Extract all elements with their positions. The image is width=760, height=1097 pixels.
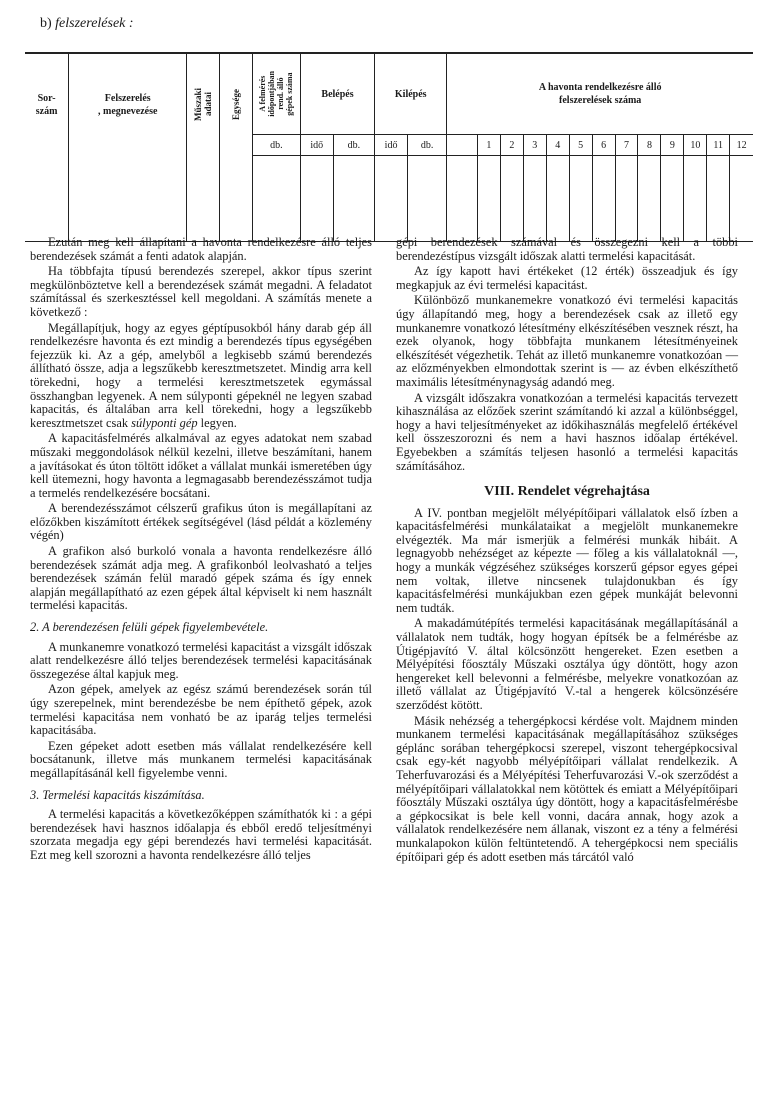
month-6: 6 bbox=[592, 135, 615, 156]
month-12: 12 bbox=[730, 135, 753, 156]
section-heading: 3. Termelési kapacitás kiszámítása. bbox=[30, 787, 205, 802]
paragraph: A makadámútépítés termelési kapacitásának megállapításánál a vállalatok nem tudták, hogy hogyan építsék be a felmérésbe az Útigépjavító V. által kölcsönzött hengereket. Ezen esetben a Mélyépítési főosztály Műszaki osztálya úgy döntött, hogy azon hengereket kell belevonni a felmérésbe, melyekre vonatkozóan az illető vállalat az Útigépjavító V.-tal a hengerek kölcsönzésére szerződést kötött. bbox=[396, 616, 738, 712]
month-8: 8 bbox=[638, 135, 661, 156]
sub-gap bbox=[447, 135, 478, 156]
chapter-heading: VIII. Rendelet végrehajtása bbox=[484, 484, 650, 500]
header-egysege: Egysége bbox=[220, 53, 253, 156]
month-10: 10 bbox=[684, 135, 707, 156]
paragraph: Különböző munkanemekre vonatkozó évi termelési kapacitás úgy állapítandó meg, hogy a berendezések csak az illető egy munkanemre vonatkozó létesítmény elkészítésében vesznek részt, ha ezek olyanok, hogy többfajta munkanem létesítményeinek elkészítését végezhetik. Tehát az illető munkanemre vonatkozóan — az előzményekben elmondottak szerint is — az évben elkészíthető maximális létesítménynagyság adandó meg. bbox=[396, 293, 738, 389]
equipment-table bbox=[25, 52, 753, 242]
paragraph: A berendezésszámot célszerű grafikus úton is megállapítani az előzőkben kiszámított értékek segítségével (lásd példát a közlemény végén) bbox=[30, 501, 372, 543]
header-sorszam: Sor- szám bbox=[25, 53, 69, 156]
table-body-row bbox=[25, 156, 753, 242]
paragraph: Megállapítjuk, hogy az egyes géptípusokból hány darab gép áll rendelkezésre havonta és ezt mindig a berendezés típus egységében fejezzük ki. Az a gép, amelyből a legkisebb számú berendezés állítható össze, adja a legszűkebb keresztmetszetet. Mindig arra kell törekedni, hogy a termelési keresztmetszetek egymással összhangban legyenek. A nem súlyponti gépeknél ne legyen szabad kapacitás, és általában arra kell törekedni, hogy a legszűkebb keresztmetszet csak súlyponti gép legyen. bbox=[30, 320, 372, 430]
paragraph: Az így kapott havi értékeket (12 érték) összeadjuk és így megkapjuk az évi termelési kapacitást. bbox=[396, 264, 738, 292]
month-1: 1 bbox=[477, 135, 500, 156]
month-11: 11 bbox=[707, 135, 730, 156]
sub-db: db. bbox=[252, 135, 300, 156]
paragraph: Ezután meg kell állapítani a havonta rendelkezésre álló teljes berendezések számát a fenti adatok alapján. bbox=[30, 235, 372, 263]
sub-belepes-db: db. bbox=[333, 135, 375, 156]
header-havonta: A havonta rendelkezésre álló felszerelések száma bbox=[447, 53, 753, 135]
month-9: 9 bbox=[661, 135, 684, 156]
paragraph: Azon gépek, amelyek az egész számú berendezések során túl úgy szerepelnek, mint berendezésbe be nem építhető gépek, azok termelési kapacitása nem vonható be az iparág teljes termelési kapacitásába. bbox=[30, 682, 372, 738]
paragraph: Ezen gépeket adott esetben más vállalat rendelkezésére kell bocsátanunk, illetve más munkanem termelési kapacitásának megállapításánál kell figyelembe venni. bbox=[30, 738, 372, 780]
paragraph: A vizsgált időszakra vonatkozóan a termelési kapacitás tervezett kihasználása az előzőek szerint számítandó ki azzal a különbséggel, hogy a havi teljesítményeket az időkihasználás megfelelő értékével kell összeszorozni és nem a havi hasznos időalap értékével. Egyebekben a számítás teljesen hasonló a termelési kapacitás számításához. bbox=[396, 390, 738, 473]
month-7: 7 bbox=[615, 135, 638, 156]
table-title: b) felszerelések : bbox=[40, 16, 134, 31]
header-kilepes: Kilépés bbox=[375, 53, 447, 135]
section-heading: 2. A berendezésen felüli gépek figyelembevétele. bbox=[30, 620, 269, 635]
sub-kilepes-db: db. bbox=[407, 135, 446, 156]
sub-kilepes-ido: idő bbox=[375, 135, 408, 156]
right-column bbox=[396, 236, 738, 866]
month-5: 5 bbox=[569, 135, 592, 156]
paragraph: A munkanemre vonatkozó termelési kapacitást a vizsgált időszak alatt rendelkezésre álló teljes berendezések termelési kapacitásának összegezése által kapjuk meg. bbox=[30, 639, 372, 681]
paragraph: A kapacitásfelmérés alkalmával az egyes adatokat nem szabad műszaki meggondolások nélkül kezelni, illetve beszámítani, hanem a javításokat és úton töltött időket a vállalat munkái ismeretében úgy kell ütemezni, hogy havonta a legmagasabb berendezésszámot tudja a termelés rendelkezésére bocsátani. bbox=[30, 431, 372, 500]
header-muszaki: Műszaki adatai bbox=[187, 53, 220, 156]
paragraph: A termelési kapacitás a következőképpen számíthatók ki : a gépi berendezések havi hasznos időalapja és ebből eredő teljesítményi szorzata megadja egy gépi berendezés havi termelési kapacitását. Ezt meg kell szorozni a havonta rendelkezésre álló teljes bbox=[30, 807, 372, 862]
header-belepes: Belépés bbox=[300, 53, 374, 135]
sub-belepes-ido: idő bbox=[300, 135, 333, 156]
month-2: 2 bbox=[500, 135, 523, 156]
month-4: 4 bbox=[546, 135, 569, 156]
paragraph: gépi berendezések számával és összegezni kell a többi berendezéstípus vizsgált időszak alatti termelési kapacitását. bbox=[396, 235, 738, 263]
paragraph: Másik nehézség a tehergépkocsi kérdése volt. Majdnem minden munkanem termelési kapacitásának megállapításához szükséges géplánc sorában tehergépkocsi szerepel, viszont tehergépkocsival csak egy-két nagyobb mélyépítőipari vállalat rendelkezik. A Teherfuvarozási és a Mélyépítési Teherfuvarozási V.-ok szerződést a mélyépítőipari vállalatokkal nem kötöttek és emiatt a Mélyépítőipari főosztály Műszaki osztálya úgy döntött, hogy a kapacitásfelmérésbe a gépkocsikat is bele kell vonni, dacára annak, hogy azok a vállalatok rendelkezésére nem állanak, viszont ez a tény a felmérési munkalapokon külön feltüntetendő. A tehergépkocsi nem speciális építőipari gép és adott esetben más tárcától való bbox=[396, 713, 738, 864]
paragraph: A IV. pontban megjelölt mélyépítőipari vállalatok első ízben a kapacitásfelmérési munkálataikat a megjelölt munkanemekre elvégezték. Ma már ismerjük a felmérési munkák hibáit. A legnagyobb nehézséget az képezte — főleg a kis vállalatoknál —, hogy a munkák végzéséhez szükséges korszerű gépsor egyes gépei nem voltak, illetve nincsenek tulajdonukban és így kapacitásfelmérési munkájukban ezen gépek munkáját belevonni nem tudták. bbox=[396, 505, 738, 615]
header-megnevezes: Felszerelés , megnevezése bbox=[69, 53, 187, 156]
paragraph: Ha többfajta típusú berendezés szerepel, akkor típus szerint megkülönböztetve kell a berendezések számát megadni. A feladatot számítással és szerkesztéssel kell megoldani. A számítás menete a következő : bbox=[30, 264, 372, 319]
paragraph: A grafikon alsó burkoló vonala a havonta rendelkezésre álló berendezések számát adja meg. A grafikonból leolvasható a teljes berendezések számán felül maradó gépek száma és így ennek alapján megállapítható az ezen gépek által képviselt ki nem használt termelési kapacitás. bbox=[30, 544, 372, 613]
header-felmeres: A felmérés időpontjában rend. álló gépek száma bbox=[252, 53, 300, 135]
left-column bbox=[30, 236, 372, 865]
month-3: 3 bbox=[523, 135, 546, 156]
